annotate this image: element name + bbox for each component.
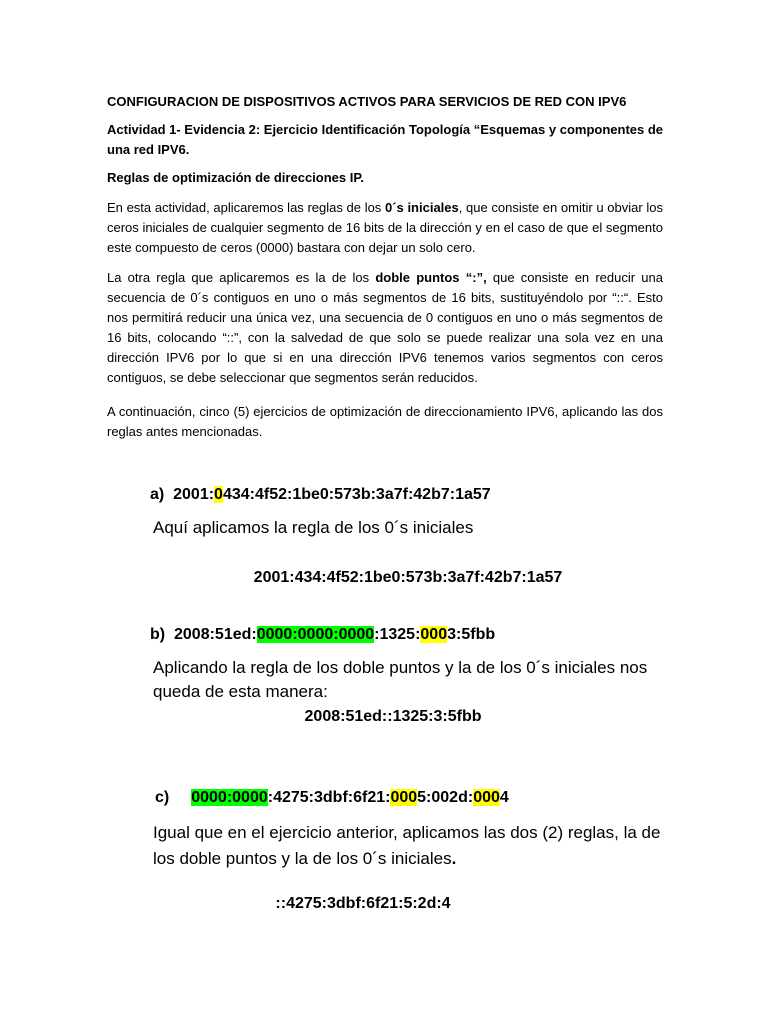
address-part: :1325: (374, 626, 421, 643)
paragraph-leading-zeros (107, 198, 663, 258)
address-part: 3:5fbb (447, 626, 496, 643)
paragraph-bold-term: doble puntos “:”, (375, 270, 487, 285)
paragraph-double-colon (107, 268, 663, 388)
address-highlight-yellow: 000 (390, 789, 418, 806)
paragraph-text: que consiste en reducir una secuencia de 0´s contiguos en uno o más segmentos de 16 bits, sustituyéndolo por “::“. Esto nos permitirá reducir una única vez, una secuencia de 0 contiguos en uno o más segmentos de 16 bits, colocando “::”, con la salvedad de que solo se puede realizar una sola vez en una dirección IPV6 por lo que si en una dirección IPV6 tenemos varios segmentos con ceros contiguos, se debe seleccionar que segmentos serán reducidos. (107, 270, 663, 385)
address-part: 434:4f52:1be0:573b:3a7f:42b7:1a57 (222, 486, 491, 503)
paragraph-intro-exercises: A continuación, cinco (5) ejercicios de optimización de direccionamiento IPV6, aplicando las dos reglas antes mencionadas. (107, 404, 663, 439)
address-part: :4275:3dbf:6f21: (267, 789, 391, 806)
exercise-c-result: ::4275:3dbf:6f21:5:2d:4 (275, 895, 451, 912)
address-part: 2001: (173, 486, 215, 503)
description-bold-period: . (451, 849, 457, 868)
exercise-b-result: 2008:51ed::1325:3:5fbb (304, 708, 482, 725)
exercise-c-description (153, 820, 663, 872)
exercise-a-address (150, 483, 491, 507)
paragraph-text: La otra regla que aplicaremos es la de los (107, 270, 376, 285)
address-part: 2008:51ed: (174, 626, 257, 643)
paragraph-text: , que consiste en omitir u obviar los ceros iniciales de cualquier segmento de 16 bits de la dirección y en el caso de que el segmento este compuesto de ceros (0000) bastara con dejar un solo cero. (107, 200, 663, 255)
rules-heading: Reglas de optimización de direcciones IP. (107, 170, 364, 185)
exercise-a-result: 2001:434:4f52:1be0:573b:3a7f:42b7:1a57 (253, 569, 563, 586)
exercise-b-address (150, 623, 495, 647)
exercise-b-description: Aplicando la regla de los doble puntos y la de los 0´s iniciales nos queda de esta manera: (153, 658, 648, 701)
address-part: 5:002d: (417, 789, 474, 806)
exercise-label: b) (150, 626, 166, 643)
paragraph-text: En esta actividad, aplicaremos las reglas de los (107, 200, 385, 215)
document-title: CONFIGURACION DE DISPOSITIVOS ACTIVOS PARA SERVICIOS DE RED CON IPV6 (107, 94, 627, 109)
description-text: Igual que en el ejercicio anterior, aplicamos las dos (2) reglas, la de los doble puntos y la de los 0´s iniciales (153, 823, 661, 868)
exercise-label: c) (155, 789, 170, 806)
exercise-a-description: Aquí aplicamos la regla de los 0´s iniciales (153, 518, 474, 537)
exercise-label: a) (150, 486, 165, 503)
exercise-c-address (155, 786, 509, 810)
address-highlight-yellow: 0 (214, 486, 223, 503)
paragraph-bold-term: 0´s iniciales (384, 200, 459, 215)
address-highlight-yellow: 000 (420, 626, 448, 643)
address-highlight-green: 0000:0000:0000 (256, 626, 375, 643)
address-highlight-green: 0000:0000 (191, 789, 268, 806)
activity-heading: Actividad 1- Evidencia 2: Ejercicio Identificación Topología “Esquemas y componentes de una red IPV6. (107, 122, 664, 157)
address-part: 4 (499, 789, 509, 806)
address-highlight-yellow: 000 (473, 789, 500, 806)
